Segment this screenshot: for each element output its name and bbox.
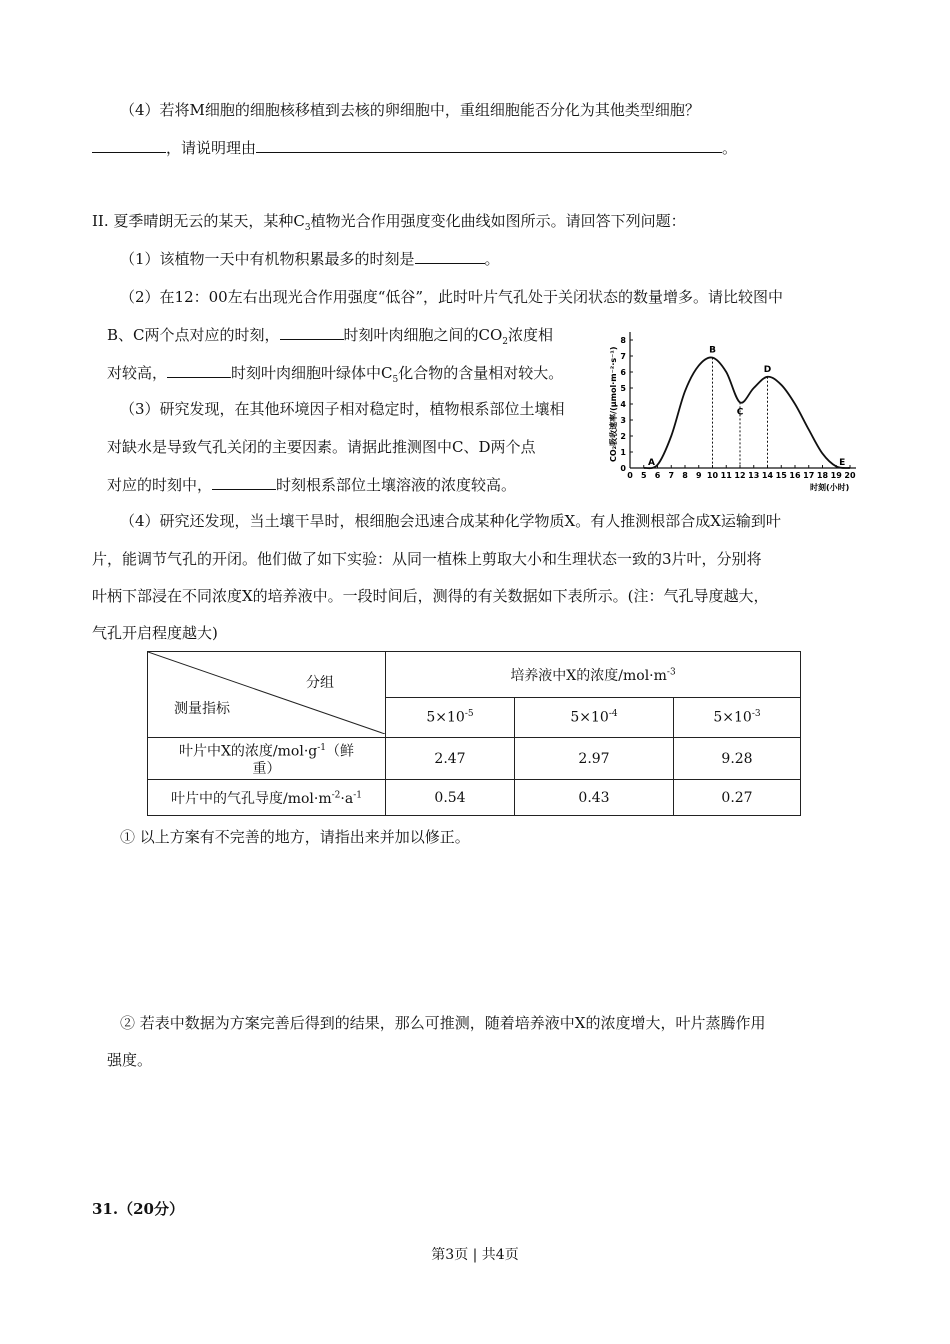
point-label: D	[763, 364, 772, 375]
table-row	[148, 738, 801, 780]
y-axis-label: CO₂吸收速率/(μmol·m⁻²·s⁻¹)	[609, 346, 618, 462]
x-tick-label: 0	[627, 471, 633, 480]
page-footer: 第3页 | 共4页	[431, 1247, 519, 1263]
corner-bottom-label: 测量指标	[174, 701, 230, 717]
x-tick-label: 14	[761, 471, 774, 480]
x-tick-label: 10	[706, 471, 719, 480]
diagonal-line	[148, 652, 385, 734]
answer-blank[interactable]	[280, 323, 344, 340]
table-corner-cell	[148, 652, 386, 738]
x-tick-label: 13	[748, 471, 760, 480]
x-tick-label: 5	[640, 471, 647, 480]
sub-question-2-line1: ② 若表中数据为方案完善后得到的结果，那么可推测，随着培养液中X的浓度增大，叶片蒸腾作用	[120, 1014, 766, 1032]
y-tick-label: 2	[620, 432, 626, 441]
point-label: C	[736, 407, 744, 418]
answer-blank[interactable]	[256, 136, 722, 153]
x-tick-label: 11	[720, 471, 732, 480]
x-tick-label: 19	[830, 471, 842, 480]
answer-blank[interactable]	[92, 136, 166, 153]
col-header: $5\times 10^{-5}$	[386, 698, 515, 738]
x-tick-label: 12	[734, 471, 746, 480]
question-4-line2: 片，能调节气孔的开闭。他们做了如下实验：从同一植株上剪取大小和生理状态一致的3片叶，分别将	[92, 550, 762, 568]
question-4-line4: 气孔开启程度越大)	[92, 624, 218, 642]
x-tick-label: 7	[668, 471, 675, 480]
question-4-line3: 叶柄下部浸在不同浓度X的培养液中。一段时间后，测得的有关数据如下表所示。(注：气孔导度越大，	[92, 587, 769, 605]
y-tick-label: 1	[620, 448, 626, 457]
series-line	[644, 357, 850, 468]
x-tick-label: 17	[803, 471, 815, 480]
table-row	[148, 780, 801, 816]
answer-blank[interactable]	[167, 361, 231, 378]
q4-reason: ，请说明理由	[166, 139, 257, 157]
table-cell: 2.97	[515, 738, 674, 780]
x-tick-label: 6	[654, 471, 661, 480]
y-tick-label: 7	[620, 352, 626, 361]
question-4-line1: （4）研究还发现，当土壤干旱时，根细胞会迅速合成某种化学物质X。有人推测根部合成X运输到叶	[120, 512, 781, 530]
table-cell: 2.47	[386, 738, 515, 780]
question-3-line2: 对缺水是导致气孔关闭的主要因素。请据此推测图中C、D两个点	[107, 438, 536, 456]
question-2-line3: 对较高， 时刻叶肉细胞叶绿体中$C_5$化合物的含量相对较大。	[107, 361, 563, 391]
col-header: $5\times 10^{-4}$	[515, 698, 674, 738]
question-2-line2: B、C两个点对应的时刻， 时刻叶肉细胞之间的$CO_2$浓度相	[107, 323, 553, 353]
point-label: A	[648, 458, 655, 468]
y-tick-label: 6	[620, 368, 626, 377]
x-tick-label: 8	[682, 471, 688, 480]
sub-question-2-line2: 强度。	[107, 1051, 153, 1069]
question-31: 31.（20分）	[92, 1200, 184, 1218]
corner-top-label: 分组	[306, 675, 334, 691]
y-tick-label: 4	[620, 400, 626, 409]
table-header: 培养液中X的浓度$/mol\cdot m^{-3}$	[386, 652, 801, 698]
x-tick-label: 18	[816, 471, 829, 480]
x-tick-label: 15	[775, 471, 787, 480]
part2-intro: II. 夏季晴朗无云的某天，某种$C_3$植物光合作用强度变化曲线如图所示。请回答下列问题：	[92, 212, 686, 233]
y-tick-label: 0	[620, 464, 626, 473]
data-table	[147, 651, 801, 816]
y-tick-label: 8	[620, 336, 626, 345]
col-header: $5\times 10^{-3}$	[674, 698, 801, 738]
question-3-line1: （3）研究发现，在其他环境因子相对稳定时，植物根系部位土壤相	[120, 400, 565, 418]
question-3-line3: 对应的时刻中， 时刻根系部位土壤溶液的浓度较高。	[107, 473, 516, 496]
sub-question-1: ① 以上方案有不完善的地方，请指出来并加以修正。	[120, 828, 470, 846]
y-tick-label: 5	[620, 384, 626, 393]
point-label: E	[839, 458, 846, 468]
q4-text: （4）若将M细胞的细胞核移植到去核的卵细胞中，重组细胞能否分化为其他类型细胞？	[120, 101, 700, 119]
point-label: B	[709, 345, 716, 356]
answer-blank[interactable]	[415, 247, 485, 264]
answer-blank[interactable]	[212, 473, 276, 490]
y-tick-label: 3	[620, 416, 626, 425]
question-2-line1: （2）在12：00左右出现光合作用强度“低谷”，此时叶片气孔处于关闭状态的数量增多。请比较图中	[120, 288, 784, 306]
row-label: 叶片中的气孔导度$/mol\cdot m^{-2}\cdot a^{-1}$	[148, 780, 386, 816]
table-cell: 0.27	[674, 780, 801, 816]
question-1: （1）该植物一天中有机物积累最多的时刻是 。	[120, 247, 500, 270]
row-label: 叶片中X的浓度$/mol\cdot g^{-1}$（鲜 重）	[148, 738, 386, 780]
table-cell: 0.43	[515, 780, 674, 816]
x-tick-label: 9	[695, 471, 702, 480]
q4-answer-line: ，请说明理由 。	[92, 136, 737, 159]
table-cell: 0.54	[386, 780, 515, 816]
photosynthesis-chart	[600, 318, 862, 500]
x-tick-label: 16	[789, 471, 801, 480]
x-axis-label: 时刻(小时)	[810, 483, 850, 492]
x-tick-label: 20	[844, 471, 856, 480]
table-cell: 9.28	[674, 738, 801, 780]
